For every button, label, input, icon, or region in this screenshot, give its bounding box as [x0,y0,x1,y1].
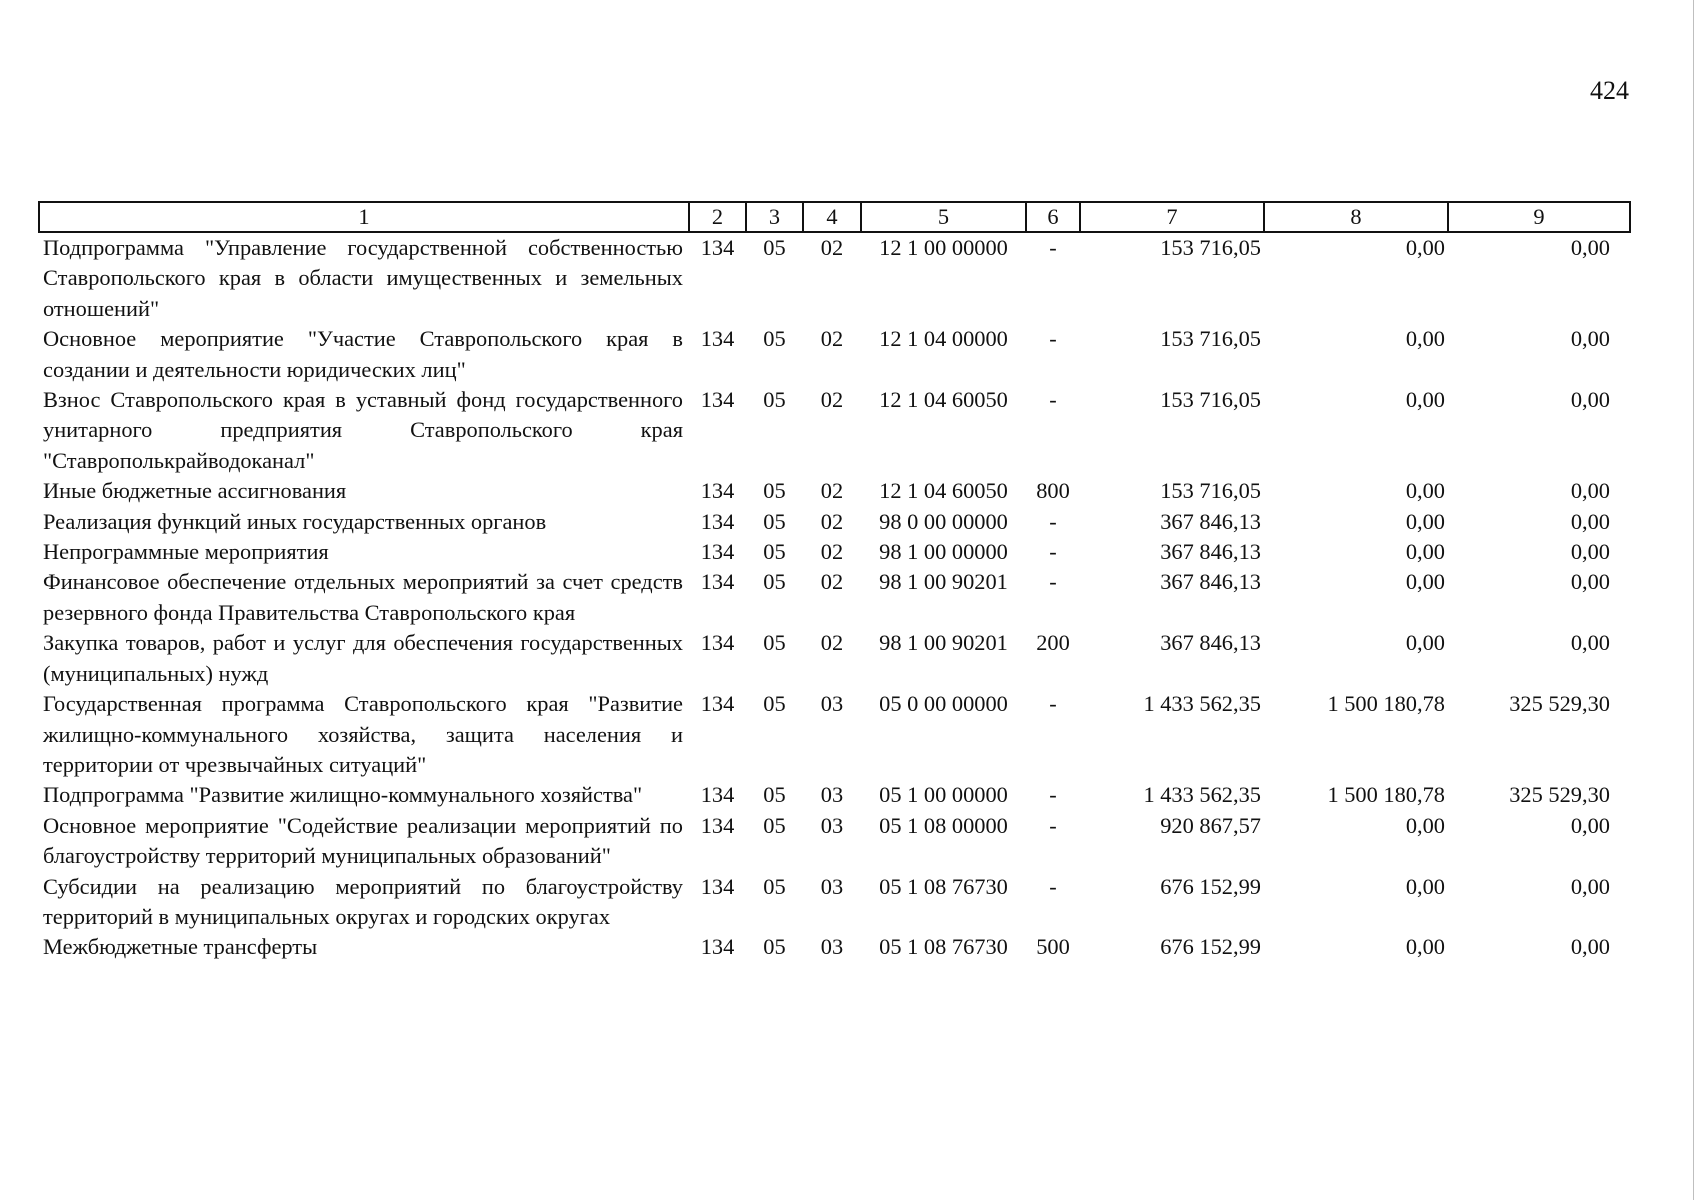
table-row [39,872,1630,933]
row-amount-col8: 0,00 [1405,630,1445,656]
table-row [39,507,1630,537]
row-name: Закупка товаров, работ и услуг для обеспечения государственных (муниципальных) нужд [43,630,683,686]
row-amount-col7: 153 716,05 [1160,387,1261,413]
row-subsection: 03 [820,812,844,838]
col-header-7: 7 [1080,202,1264,232]
table-row [39,476,1630,506]
row-amount-col7: 367 846,13 [1160,630,1261,656]
row-name: Государственная программа Ставропольского края "Развитие жилищно-коммунального хозяйства, защита населения и территории от чрезвычайных ситуаций" [43,691,683,777]
page-number: 424 [1590,76,1629,105]
row-target-article: 12 1 04 00000 [879,326,1008,352]
row-name: Основное мероприятие "Содействие реализации мероприятий по благоустройству территорий муниципальных образований" [43,812,683,869]
table-row [39,232,1630,324]
row-amount-col8: 0,00 [1405,873,1445,899]
row-subsection: 03 [820,782,844,808]
row-name: Реализация функций иных государственных органов [43,508,547,534]
row-section: 05 [763,569,786,595]
row-amount-col8: 0,00 [1405,326,1445,352]
row-target-article: 12 1 04 60050 [879,478,1008,504]
row-section: 05 [763,691,786,717]
table-row [39,932,1630,962]
row-amount-col7: 1 433 562,35 [1143,782,1261,808]
row-amount-col7: 367 846,13 [1160,508,1261,534]
row-amount-col8: 0,00 [1405,569,1445,595]
scan-edge-line [1693,0,1694,1200]
col-header-3: 3 [746,202,803,232]
row-amount-col9: 325 529,30 [1509,691,1610,717]
row-amount-col9: 0,00 [1570,569,1610,595]
row-amount-col7: 153 716,05 [1160,326,1261,352]
budget-table [38,201,1631,963]
row-admin-code: 134 [700,934,735,960]
row-target-article: 05 1 08 76730 [879,934,1008,960]
row-amount-col9: 325 529,30 [1509,782,1610,808]
row-amount-col8: 0,00 [1405,934,1445,960]
table-row [39,537,1630,567]
row-amount-col7: 153 716,05 [1160,235,1261,260]
row-expense-type: - [1049,569,1057,595]
col-header-2: 2 [689,202,746,232]
row-name: Иные бюджетные ассигнования [43,478,347,504]
table-row [39,628,1630,689]
row-admin-code: 134 [700,326,735,352]
row-section: 05 [763,539,786,565]
row-name: Основное мероприятие "Участие Ставропольского края в создании и деятельности юридических лиц" [43,326,683,382]
row-admin-code: 134 [700,478,735,504]
row-section: 05 [763,630,786,656]
row-target-article: 05 1 00 00000 [879,782,1008,808]
row-amount-col9: 0,00 [1570,326,1610,352]
table-row [39,811,1630,872]
row-amount-col8: 1 500 180,78 [1327,782,1445,808]
row-amount-col7: 920 867,57 [1160,812,1261,838]
col-header-6: 6 [1026,202,1080,232]
row-admin-code: 134 [700,569,735,595]
row-section: 05 [763,326,786,352]
row-admin-code: 134 [700,630,735,656]
row-name: Взнос Ставропольского края в уставный фонд государственного унитарного предприятия Ставропольского края "Ставрополькрайводоканал" [43,387,683,473]
row-amount-col7: 676 152,99 [1160,934,1261,960]
row-subsection: 03 [820,934,844,960]
row-admin-code: 134 [700,235,735,260]
col-header-4: 4 [803,202,861,232]
row-name: Финансовое обеспечение отдельных мероприятий за счет средств резервного фонда Правительства Ставропольского края [43,569,683,625]
row-amount-col9: 0,00 [1570,934,1610,960]
row-subsection: 02 [820,630,844,656]
row-amount-col9: 0,00 [1570,812,1610,838]
row-amount-col9: 0,00 [1570,630,1610,656]
row-expense-type: - [1049,782,1057,808]
row-name: Субсидии на реализацию мероприятий по благоустройству территорий в муниципальных округах и городских округах [43,873,683,929]
row-amount-col9: 0,00 [1570,387,1610,413]
row-subsection: 03 [820,691,844,717]
table-row [39,780,1630,810]
row-subsection: 02 [820,235,844,260]
row-subsection: 02 [820,387,844,413]
row-amount-col7: 676 152,99 [1160,873,1261,899]
row-section: 05 [763,934,786,960]
row-admin-code: 134 [700,508,735,534]
row-amount-col9: 0,00 [1570,539,1610,565]
row-subsection: 02 [820,539,844,565]
row-amount-col8: 0,00 [1405,387,1445,413]
table-row [39,567,1630,628]
row-admin-code: 134 [700,782,735,808]
row-admin-code: 134 [700,387,735,413]
row-subsection: 02 [820,508,844,534]
row-target-article: 98 1 00 90201 [879,569,1008,595]
row-amount-col9: 0,00 [1570,508,1610,534]
row-target-article: 98 1 00 90201 [879,630,1008,656]
row-target-article: 98 0 00 00000 [879,508,1008,534]
table-row [39,689,1630,780]
row-name: Межбюджетные трансферты [43,934,318,960]
row-expense-type: - [1049,508,1057,534]
row-amount-col9: 0,00 [1570,235,1610,260]
row-expense-type: - [1049,235,1057,260]
row-expense-type: 200 [1036,630,1070,656]
row-subsection: 03 [820,873,844,899]
row-amount-col8: 0,00 [1405,478,1445,504]
row-section: 05 [763,235,786,260]
row-amount-col9: 0,00 [1570,478,1610,504]
row-expense-type: - [1049,326,1057,352]
row-name: Подпрограмма "Развитие жилищно-коммунального хозяйства" [43,782,643,808]
row-section: 05 [763,478,786,504]
row-amount-col8: 0,00 [1405,235,1445,260]
table-row [39,324,1630,385]
col-header-9: 9 [1448,202,1630,232]
table-row [39,385,1630,476]
row-admin-code: 134 [700,812,735,838]
row-section: 05 [763,387,786,413]
row-amount-col7: 367 846,13 [1160,569,1261,595]
row-amount-col8: 1 500 180,78 [1327,691,1445,717]
row-admin-code: 134 [700,539,735,565]
row-target-article: 98 1 00 00000 [879,539,1008,565]
row-name: Подпрограмма "Управление государственной собственностью Ставропольского края в области имущественных и земельных отношений" [43,235,683,321]
row-amount-col8: 0,00 [1405,539,1445,565]
row-section: 05 [763,508,786,534]
row-expense-type: - [1049,691,1057,717]
row-expense-type: 500 [1036,934,1070,960]
row-expense-type: 800 [1036,478,1070,504]
row-target-article: 12 1 00 00000 [879,235,1008,260]
col-header-5: 5 [861,202,1026,232]
row-amount-col9: 0,00 [1570,873,1610,899]
row-target-article: 12 1 04 60050 [879,387,1008,413]
col-header-8: 8 [1264,202,1448,232]
row-section: 05 [763,812,786,838]
row-section: 05 [763,782,786,808]
row-expense-type: - [1049,539,1057,565]
row-target-article: 05 0 00 00000 [879,691,1008,717]
row-target-article: 05 1 08 00000 [879,812,1008,838]
row-subsection: 02 [820,569,844,595]
row-admin-code: 134 [700,691,735,717]
row-name: Непрограммные мероприятия [43,539,329,565]
row-amount-col7: 367 846,13 [1160,539,1261,565]
row-expense-type: - [1049,812,1057,838]
row-amount-col8: 0,00 [1405,812,1445,838]
row-expense-type: - [1049,387,1057,413]
header-row [39,202,1630,232]
row-admin-code: 134 [700,873,735,899]
row-amount-col7: 1 433 562,35 [1143,691,1261,717]
col-header-1: 1 [39,202,689,232]
row-target-article: 05 1 08 76730 [879,873,1008,899]
row-amount-col8: 0,00 [1405,508,1445,534]
row-subsection: 02 [820,478,844,504]
row-expense-type: - [1049,873,1057,899]
row-subsection: 02 [820,326,844,352]
row-section: 05 [763,873,786,899]
row-amount-col7: 153 716,05 [1160,478,1261,504]
